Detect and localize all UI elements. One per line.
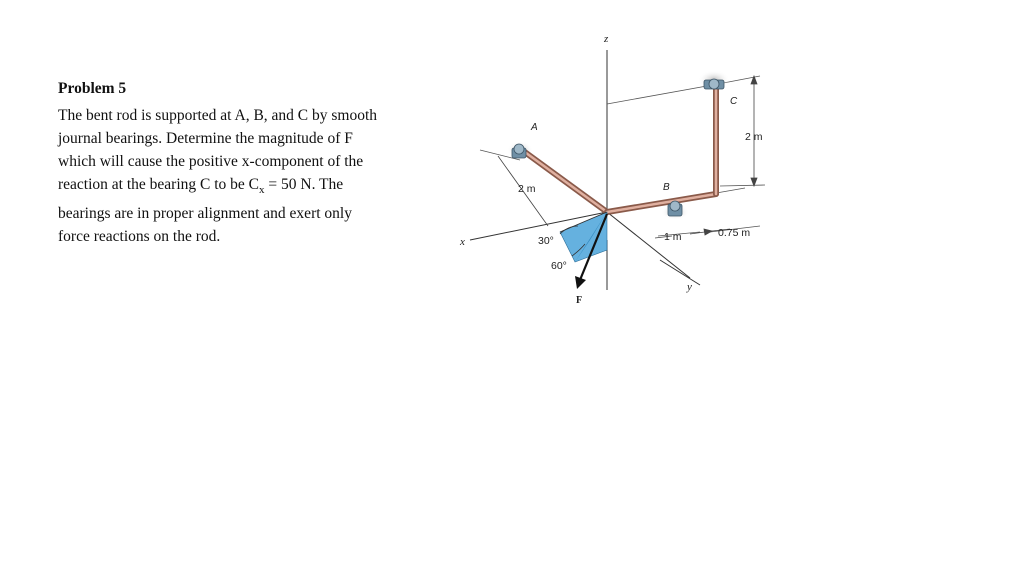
problem-line-2: journal bearings. Determine the magnitude of F (58, 130, 353, 147)
y-axis (607, 212, 690, 278)
bent-rod (522, 88, 716, 212)
axis-z-label: z (604, 33, 609, 45)
axis-x-label: x (460, 236, 465, 248)
problem-line-3: which will cause the positive x-component of the (58, 153, 364, 170)
bearing-c (704, 79, 724, 89)
force-plane (560, 212, 607, 262)
angle-30-label: 30° (538, 235, 554, 247)
problem-line-1: The bent rod is supported at A, B, and C by smooth (58, 107, 378, 124)
label-a: A (531, 122, 538, 133)
dim-075m-label: 0.75 m (718, 227, 751, 239)
label-f: F (576, 295, 583, 306)
dim-1m-label: 1 m (664, 231, 682, 243)
y-axis-extension (660, 260, 700, 285)
problem-line-5: bearings are in proper alignment and exert only (58, 205, 352, 223)
label-c: C (730, 96, 738, 107)
angle-60-label: 60° (551, 260, 567, 272)
label-b: B (663, 182, 670, 193)
cx-value: = 50 N. The (264, 176, 344, 193)
cx-subscript: x (259, 184, 265, 197)
axis-y-label: y (687, 281, 692, 293)
dim-2m-left-label: 2 m (518, 183, 536, 195)
problem-line-6: force reactions on the rod. (58, 228, 221, 246)
dim-2m-right-label: 2 m (745, 131, 763, 143)
problem-title: Problem 5 (58, 80, 127, 97)
problem-line-4-text: reaction at the bearing C to be C (58, 176, 260, 193)
